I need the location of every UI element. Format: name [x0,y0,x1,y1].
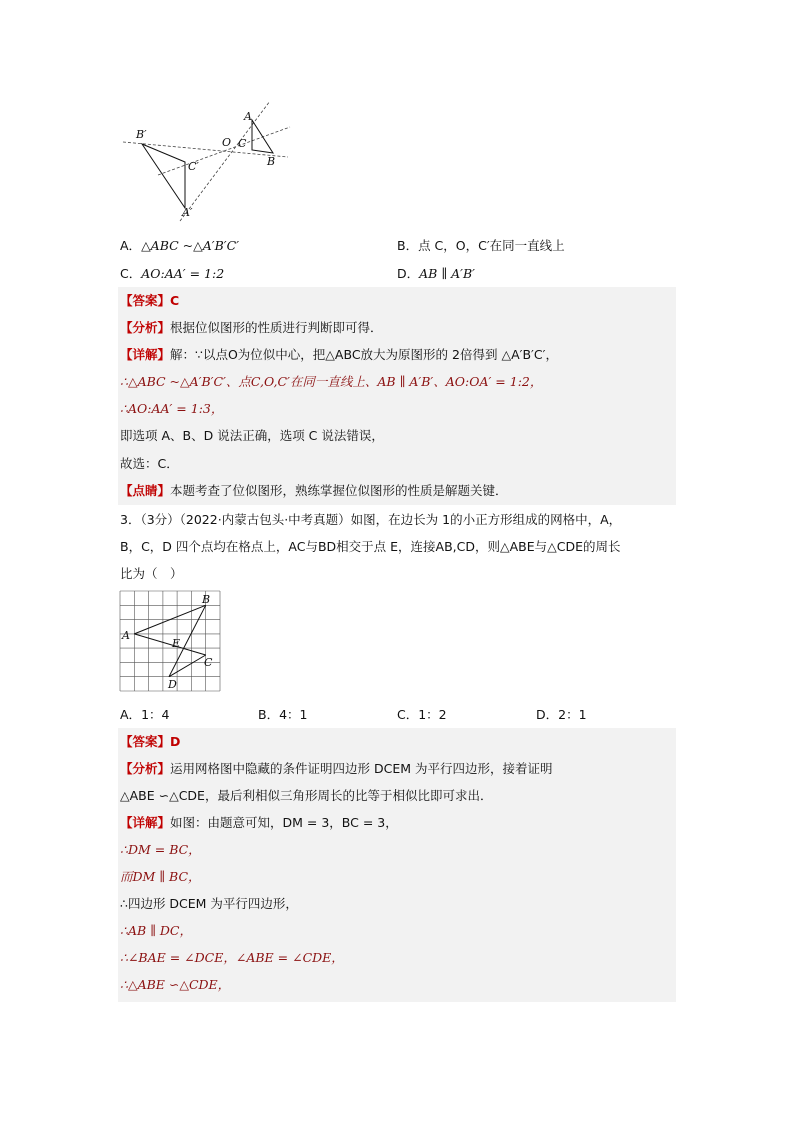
option-d [397,264,475,282]
analysis-text: 根据位似图形的性质进行判断即可得． [170,320,383,335]
grid-label-e: E [172,637,181,650]
analysis-tag: 【分析】 [120,761,171,776]
grid-label-c: C [204,656,213,669]
q3-line-1: 3．（3分）（2022·内蒙古包头·中考真题）如图，在边长为 1的小正方形组成的网格中，A， [120,512,622,527]
q2-answer-line [120,291,179,309]
label-b-prime: B′ [136,128,147,141]
q3-analysis-line-2: △ABE ∽△CDE，最后利相似三角形周长的比等于相似比即可求出． [120,788,493,803]
answer-tag: 【答案】 [120,734,171,749]
grid-label-a: A [122,629,130,642]
grid-figure [118,589,224,695]
option-a [120,236,239,254]
q3-analysis-line-1 [120,759,553,777]
answer-tag: 【答案】 [120,293,171,308]
option-text: 4：1 [279,707,308,722]
detail-tag: 【详解】 [120,347,171,362]
option-text: 1：4 [141,707,170,722]
option-letter: B． [258,707,280,722]
q2-comment-line [120,481,508,499]
option-letter: D． [536,707,559,722]
q3-line-3: 比为（ ） [120,566,183,581]
q3-detail-line-2: ∴DM = BC， [120,842,201,857]
q3-option-d [536,705,587,723]
dashed-line-bb [123,142,288,157]
answer-value: C [170,293,180,308]
option-text: 2：1 [558,707,587,722]
option-letter: B． [397,238,419,253]
label-a-prime: A′ [182,206,193,219]
q3-detail-line-1 [120,813,398,831]
q2-detail-line-3: ∴AO:AA′ = 1:3， [120,401,224,416]
q2-detail-line-2: ∴△ABC ~△A′B′C′、点C,O,C′在同一直线上、AB ∥ A′B′、AO:OA′ = 1:2， [120,374,543,389]
triangle-small [252,120,273,153]
label-a: A [244,110,252,123]
q3-line-2: B，C，D 四个点均在格点上，AC与BD相交于点 E，连接AB,CD，则△ABE与△CDE的周长 [120,539,621,554]
q2-detail-line-5: 故选：C． [120,456,179,471]
q3-detail-line-7: ∴△ABE ∽△CDE， [120,977,231,992]
q3-detail-line-5: ∴AB ∥ DC， [120,923,192,938]
option-letter: A． [120,707,142,722]
option-b [397,236,565,254]
q3-detail-line-4: ∴四边形 DCEM 为平行四边形， [120,896,298,911]
segment-ac [134,634,205,655]
q3-answer-line [120,732,180,750]
q2-analysis-line [120,318,383,336]
detail-text: 如图：由题意可知，DM = 3，BC = 3， [170,815,398,830]
q2-detail-line-1 [120,345,558,363]
option-letter: C． [120,266,142,281]
q3-detail-line-3: 而DM ∥ BC， [120,869,201,884]
comment-tag: 【点睛】 [120,483,171,498]
grid-label-b: B [202,593,211,606]
detail-tag: 【详解】 [120,815,171,830]
option-text: 1：2 [418,707,447,722]
label-b: B [267,155,276,168]
analysis-text: 运用网格图中隐藏的条件证明四边形 DCEM 为平行四边形，接着证明 [170,761,553,776]
grid-label-d: D [168,678,177,691]
answer-value: D [170,734,181,749]
q3-detail-line-6: ∴∠BAE = ∠DCE，∠ABE = ∠CDE， [120,950,344,965]
q3-option-a [120,705,169,723]
q2-detail-line-4: 即选项 A、B、D 说法正确，选项 C 说法错误， [120,428,384,443]
homothety-figure [118,95,298,225]
option-text: AO:AA′ = 1:2 [141,266,225,281]
option-c [120,264,224,282]
option-text: AB ∥ A′B′ [419,266,475,281]
label-c-prime: C′ [188,160,199,173]
analysis-tag: 【分析】 [120,320,171,335]
detail-text: 解：∵以点O为位似中心，把△ABC放大为原图形的 2倍得到 △A′B′C′， [170,347,558,362]
option-letter: C． [397,707,419,722]
label-o: O [222,136,232,149]
option-text: △ABC ~△A′B′C′ [141,238,240,253]
triangle-large [142,144,185,208]
option-letter: D． [397,266,420,281]
q3-option-b [258,705,307,723]
option-text: 点 C，O，C′在同一直线上 [418,238,565,253]
comment-text: 本题考查了位似图形，熟练掌握位似图形的性质是解题关键． [170,483,508,498]
label-c: C [238,137,247,150]
option-letter: A． [120,238,142,253]
q3-option-c [397,705,447,723]
